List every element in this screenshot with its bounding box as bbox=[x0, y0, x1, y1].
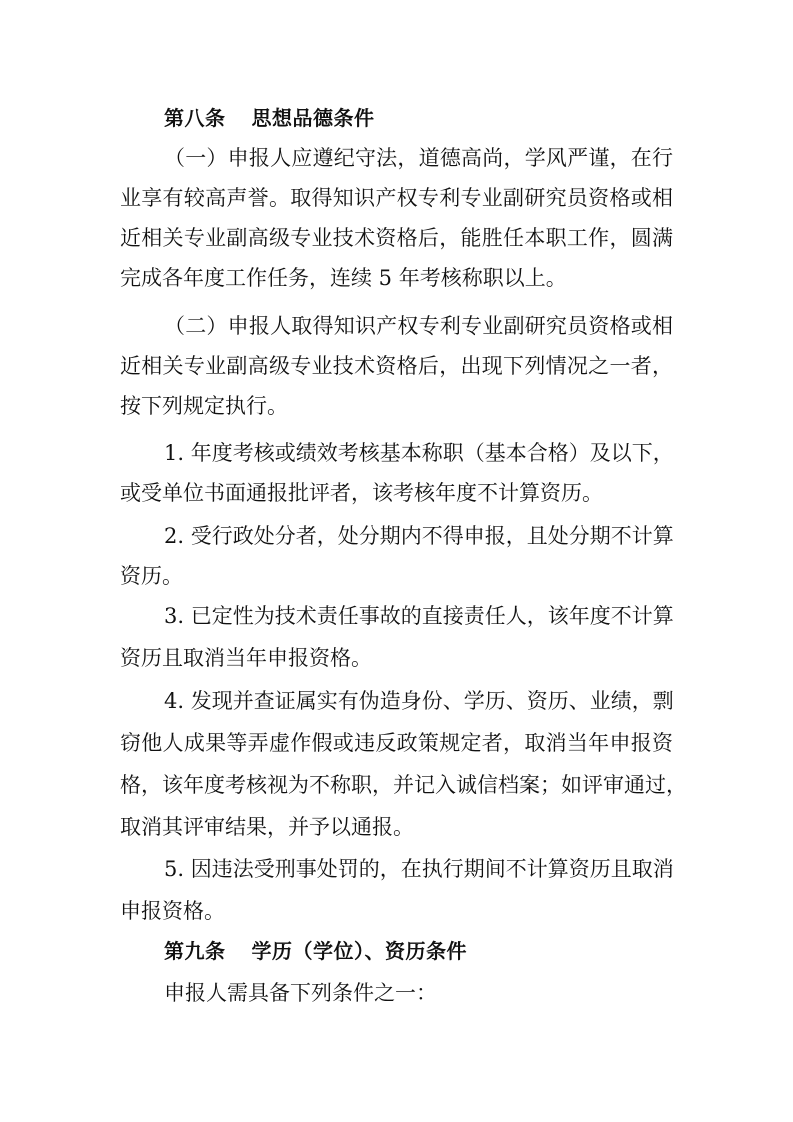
item-3-line-1: 3. 已定性为技术责任事故的直接责任人，该年度不计算 bbox=[164, 604, 674, 628]
item-4-line-3: 格，该年度考核视为不称职，并记入诚信档案；如评审通过， bbox=[120, 773, 687, 797]
article-8-title: 思想品德条件 bbox=[251, 106, 375, 130]
item-3-line-2: 资历且取消当年申报资格。 bbox=[120, 646, 372, 670]
article-9-intro: 申报人需具备下列条件之一： bbox=[164, 981, 437, 1005]
article-8-number: 第八条 bbox=[164, 106, 226, 130]
article-8-heading bbox=[164, 103, 375, 133]
item-2-line-1: 2. 受行政处分者，处分期内不得申报，且处分期不计算 bbox=[164, 524, 674, 548]
item-1-line-2: 或受单位书面通报批评者，该考核年度不计算资历。 bbox=[120, 481, 603, 505]
paragraph-2-line-3: 按下列规定执行。 bbox=[120, 394, 288, 418]
paragraph-1-line-2: 业享有较高声誉。取得知识产权专利专业副研究员资格或相 bbox=[120, 186, 673, 210]
item-4-line-2: 窃他人成果等弄虚作假或违反政策规定者，取消当年申报资 bbox=[120, 731, 673, 755]
paragraph-1-line-3: 近相关专业副高级专业技术资格后，能胜任本职工作，圆满 bbox=[120, 226, 673, 250]
item-1-line-1: 1. 年度考核或绩效考核基本称职（基本合格）及以下， bbox=[164, 441, 674, 465]
article-9-heading bbox=[164, 936, 467, 966]
paragraph-1-line-1: （一）申报人应遵纪守法，道德高尚，学风严谨，在行 bbox=[164, 146, 673, 170]
item-5-line-2: 申报资格。 bbox=[120, 899, 225, 923]
item-5-line-1: 5. 因违法受刑事处罚的，在执行期间不计算资历且取消 bbox=[164, 857, 674, 881]
article-9-title: 学历（学位）、资历条件 bbox=[251, 939, 467, 963]
paragraph-1-line-4: 完成各年度工作任务，连续 5 年考核称职以上。 bbox=[120, 266, 567, 290]
item-4-line-1: 4. 发现并查证属实有伪造身份、学历、资历、业绩，剽 bbox=[164, 689, 674, 713]
paragraph-2-line-2: 近相关专业副高级专业技术资格后，出现下列情况之一者， bbox=[120, 354, 673, 378]
item-4-line-4: 取消其评审结果，并予以通报。 bbox=[120, 815, 414, 839]
article-9-number: 第九条 bbox=[164, 939, 226, 963]
paragraph-2-line-1: （二）申报人取得知识产权专利专业副研究员资格或相 bbox=[164, 314, 673, 338]
item-2-line-2: 资历。 bbox=[120, 564, 183, 588]
